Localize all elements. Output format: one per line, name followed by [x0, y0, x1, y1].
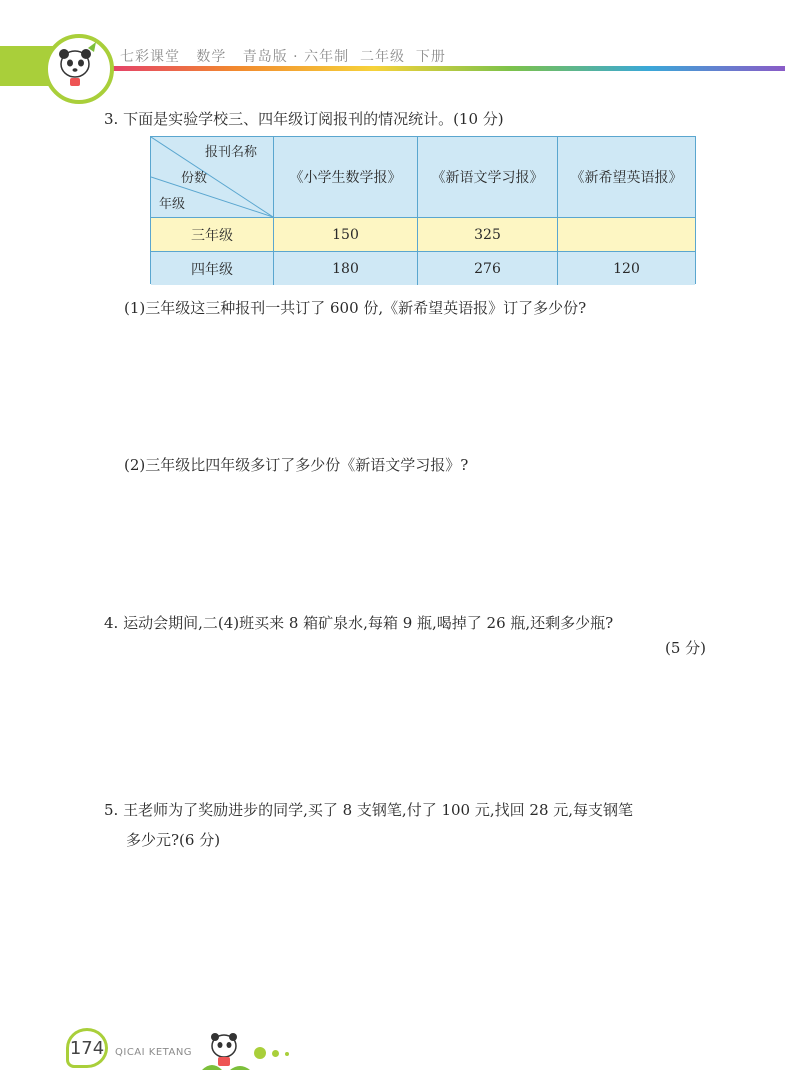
- question-4-points: (5 分): [664, 639, 706, 657]
- header-mascot-badge: [44, 34, 114, 104]
- table-cell: 150: [273, 218, 417, 252]
- header-running-title: [120, 46, 446, 66]
- footer-brand: QICAI KETANG: [115, 1047, 193, 1058]
- question-3-part-1: (1)三年级这三种报刊一共订了 600 份,《新希望英语报》订了多少份?: [124, 299, 587, 317]
- decorative-dot: [285, 1052, 289, 1056]
- corner-label-newspaper: 报刊名称: [205, 145, 258, 160]
- header-series: 七彩课堂: [120, 49, 180, 65]
- corner-label-grade: 年级: [159, 197, 186, 212]
- row-label: 三年级: [191, 228, 233, 244]
- table-cell: 180: [273, 252, 417, 285]
- decorative-dot: [254, 1047, 266, 1059]
- column-header: 《新希望英语报》: [557, 137, 695, 217]
- table-cell: 120: [557, 252, 695, 285]
- decorative-dot: [272, 1050, 279, 1057]
- table-cell: 276: [417, 252, 557, 285]
- footer-mascot: [200, 1026, 252, 1078]
- column-header: 《新语文学习报》: [417, 137, 557, 217]
- panda-mascot-icon: [200, 1026, 252, 1074]
- table-header-row: [151, 137, 695, 217]
- question-3-part-2: (2)三年级比四年级多订了多少份《新语文学习报》?: [124, 456, 469, 474]
- page-number: 174: [66, 1028, 108, 1068]
- table-corner-cell: [151, 137, 273, 217]
- question-3: 3. 下面是实验学校三、四年级订阅报刊的情况统计。(10 分): [104, 110, 504, 128]
- corner-label-copies: 份数: [181, 171, 208, 186]
- header-subject: 数学: [196, 49, 227, 65]
- table-cell: 325: [417, 218, 557, 252]
- question-4: 4. 运动会期间,二(4)班买来 8 箱矿泉水,每箱 9 瓶,喝掉了 26 瓶,还剩多少瓶?: [104, 614, 614, 632]
- header-volume: 下册: [415, 49, 446, 65]
- question-5: [104, 799, 724, 851]
- subscription-table: [150, 136, 696, 284]
- panda-mascot-icon: [48, 38, 102, 92]
- column-header: 《小学生数学报》: [273, 137, 417, 217]
- question-5-line-2: 多少元?(6 分): [126, 831, 221, 849]
- row-label: 四年级: [191, 261, 233, 278]
- header-grade: 二年级: [359, 49, 405, 65]
- question-5-line-1: 5. 王老师为了奖励进步的同学,买了 8 支钢笔,付了 100 元,找回 28 元,每支钢笔: [104, 801, 634, 819]
- header-rainbow-stripe: [100, 66, 785, 71]
- table-row: [151, 251, 695, 285]
- header-edition: 青岛版 · 六年制: [242, 49, 350, 65]
- table-cell-blank: [557, 218, 695, 252]
- table-row: [151, 217, 695, 252]
